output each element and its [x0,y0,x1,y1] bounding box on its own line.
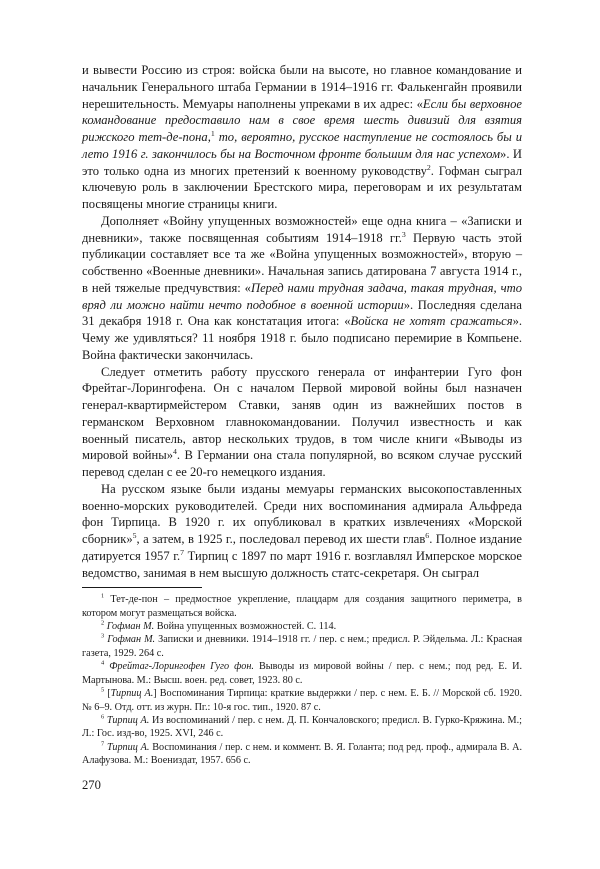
footnote-ref: 6 [425,530,430,540]
italic-text: Гофман М. [106,621,155,633]
footnote [82,741,522,768]
footnote-ref: 5 [101,686,105,694]
italic-text: Тирпиц А. [110,688,154,700]
footnote-divider [82,587,202,588]
footnote [82,593,522,620]
page [82,62,522,793]
italic-text: Перед нами трудная задача, такая трудная, что вряд ли можно найти нечто подобное в военной истории [82,280,522,312]
text-run: ». Чему же удивляться? 11 ноября 1918 г. было подписано перемирие в Компьене. Война фактически закончилась. [82,314,523,362]
footnote-ref: 4 [101,659,105,667]
italic-text: то, вероятно, русское наступление не состоялось бы и лето 1916 г. закончилось бы на Восточном фронте большим для нас успехом [82,130,522,161]
paragraph [82,481,522,582]
footnote [82,660,522,687]
footnote [82,620,522,633]
italic-text: Тирпиц А. [106,714,150,726]
italic-text: Фрейтаг-Лорингофен Гуго фон. [109,661,254,673]
italic-text: Тирпиц А. [106,741,150,753]
text-run: . В Германии она стала популярной, во всяком случае русский перевод сделан с ее 20-го немецкого издания. [82,448,522,479]
main-text [82,62,522,581]
text-run: Выводы из мировой войны / пер. с нем.; под ред. Е. И. Мартынова. М.: Высш. воен. ред. совет, 1923. 80 с. [82,661,522,686]
text-run: Тет-де-пон – предмостное укрепление, плацдарм для создания защитного периметра, в котором могут размещаться войска. [82,594,522,619]
footnote-ref: 6 [101,713,105,721]
footnote [82,714,522,741]
footnote-ref: 5 [132,530,137,540]
text-run: ] Воспоминания Тирпица: краткие выдержки / пер. с нем. Е. Б. // Морской сб. 1920. № 6–9. Отд. отт. из журн. Пг.: 10-я гос. тип., 1920. 87 с. [82,688,522,713]
footnote-ref: 1 [101,592,105,600]
text-run: Воспоминания / пер. с нем. и коммент. В. Я. Голанта; под ред. проф., адмирала В. А. Алафузова. М.: Воениздат, 1957. 656 с. [82,741,523,767]
footnote-ref: 3 [401,229,406,239]
italic-text: Гофман М. [107,634,156,646]
footnote-ref: 4 [173,447,177,457]
footnote-ref: 1 [210,128,215,138]
text-run: ». Последняя сделана 31 декабря 1918 г. Она как констатация итога: « [82,297,522,329]
text-run: Из воспоминаний / пер. с нем. Д. П. Кончаловского; предисл. В. Гурко-Кряжина. М.; Л.: Гос. изд-во, 1925. XVI, 246 с. [82,714,522,740]
footnote-ref: 2 [426,162,431,172]
italic-text: Если бы верховное командование предоставило нам в свое время шесть дивизий для взятия рижского тет-де-пона, [82,96,522,144]
paragraph [82,62,522,213]
text-run: и вывести Россию из строя: войска были на высоте, но главное командование и начальник Генерального штаба Германии в 1914–1916 гг. Фалькенгайн проявили нерешительность. Мемуары наполнены упреками в их адрес: « [82,63,522,111]
text-run: . Гофман сыграл ключевую роль в заключении Брестского мира, переговорам и их результатам посвящены многие страницы книги. [82,163,522,211]
text-run: ». И это только одна из многих претензий к военному руководству [82,146,522,178]
text-run: . Полное издание датируется 1957 г. [82,532,522,563]
footnote-ref: 2 [101,619,105,627]
page-number: 270 [82,777,101,792]
footnote-ref: 3 [101,633,105,641]
text-run: Тирпиц с 1897 по март 1916 г. возглавлял Имперское морское ведомство, занимая в нем высшую должность статс-секретаря. Он сыграл [82,548,522,580]
footnote [82,633,522,660]
text-run: , а затем, в 1925 г., последовал перевод их шести глав [136,532,426,546]
paragraph [82,213,522,364]
text-run: Первую часть этой публикации составляет все та же «Война упущенных возможностей», вторую – собственно «Военные дневники». Начальная запись датирована 7 августа 1914 г., в ней тяжелые предчувствия: « [82,230,523,295]
footnote-ref: 7 [180,547,185,557]
text-run: Записки и дневники. 1914–1918 гг. / пер. с нем.; предисл. Р. Эйдельма. Л.: Красная газета, 1929. 264 с. [82,634,523,659]
footnote-ref: 7 [101,740,105,748]
italic-text: Войска не хотят сражаться [350,314,513,329]
text-run: [ [104,688,111,700]
paragraph [82,364,522,481]
text-run: На русском языке были изданы мемуары германских высокопоставленных военно-морских руководителей. Среди них воспоминания адмирала Альфреда фон Тирпица. В 1920 г. их опубликовал в кратких извлечениях «Морской сборник» [82,481,522,546]
text-run: Следует отметить работу прусского генерала от инфантерии Гуго фон Фрейтаг-Лорингофена. Он с началом Первой мировой войны был назначен генерал-квартирмейстером Ставки, заняв один из важнейших постов в германском Верховном главнокомандовании. Получил известность и как военный писатель, автор нескольких трудов, в том числе книги «Выводы из мировой войны» [82,364,522,463]
footnote [82,687,522,714]
text-run: Война упущенных возможностей. С. 114. [154,621,337,633]
footnotes [82,593,522,767]
text-run: Дополняет «Войну упущенных возможностей» еще одна книга – «Записки и дневники», также посвященная событиям 1914–1918 гг. [82,213,522,245]
